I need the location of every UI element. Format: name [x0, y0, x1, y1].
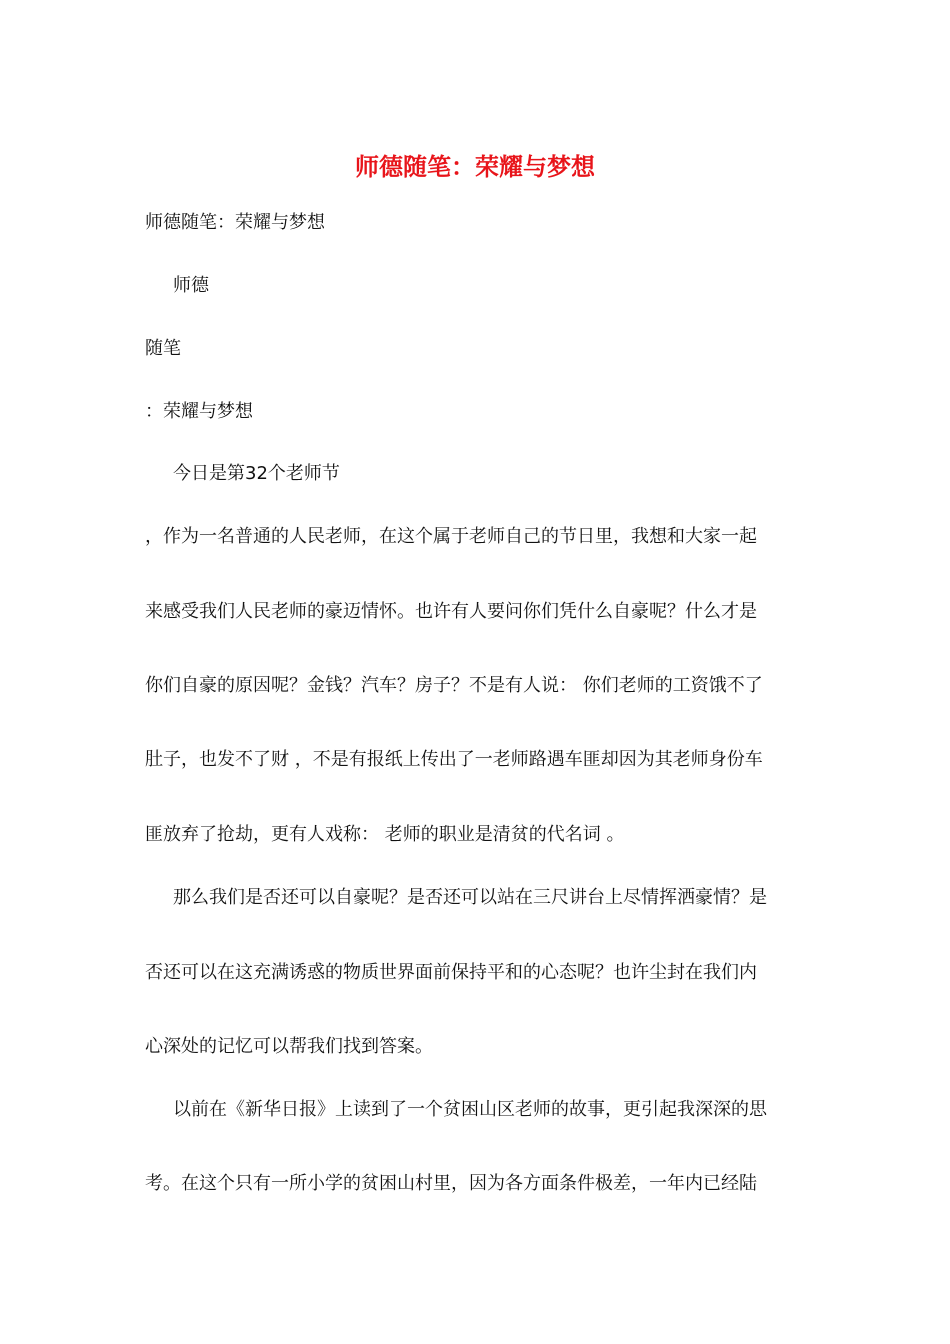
text-line: 考。在这个只有一所小学的贫困山村里，因为各方面条件极差，一年内已经陆 [145, 1173, 757, 1194]
text-line: 今日是第32个老师节 [173, 463, 340, 484]
text-line: 以前在《新华日报》上读到了一个贫困山区老师的故事，更引起我深深的思 [173, 1099, 767, 1120]
text-line: 师德 [173, 275, 209, 296]
text-line: ，作为一名普通的人民老师，在这个属于老师自己的节日里，我想和大家一起 [145, 526, 757, 547]
text-line: 那么我们是否还可以自豪呢？是否还可以站在三尺讲台上尽情挥洒豪情？是 [173, 887, 767, 908]
text-line: 来感受我们人民老师的豪迈情怀。也许有人要问你们凭什么自豪呢？什么才是 [145, 601, 757, 622]
text-line: 匪放弃了抢劫，更有人戏称： 老师的职业是清贫的代名词 。 [145, 824, 625, 845]
text-line: 师德随笔：荣耀与梦想 [145, 212, 325, 233]
text-line: 你们自豪的原因呢？金钱？汽车？房子？不是有人说： 你们老师的工资饿不了 [145, 675, 763, 696]
text-line: 随笔 [145, 338, 181, 359]
text-line: ：荣耀与梦想 [145, 401, 253, 422]
text-line: 心深处的记忆可以帮我们找到答案。 [145, 1036, 433, 1057]
text-line: 肚子，也发不了财 ，不是有报纸上传出了一老师路遇车匪却因为其老师身份车 [145, 749, 763, 770]
document-title: 师德随笔：荣耀与梦想 [355, 153, 595, 181]
text-line: 否还可以在这充满诱惑的物质世界面前保持平和的心态呢？也许尘封在我们内 [145, 962, 757, 983]
